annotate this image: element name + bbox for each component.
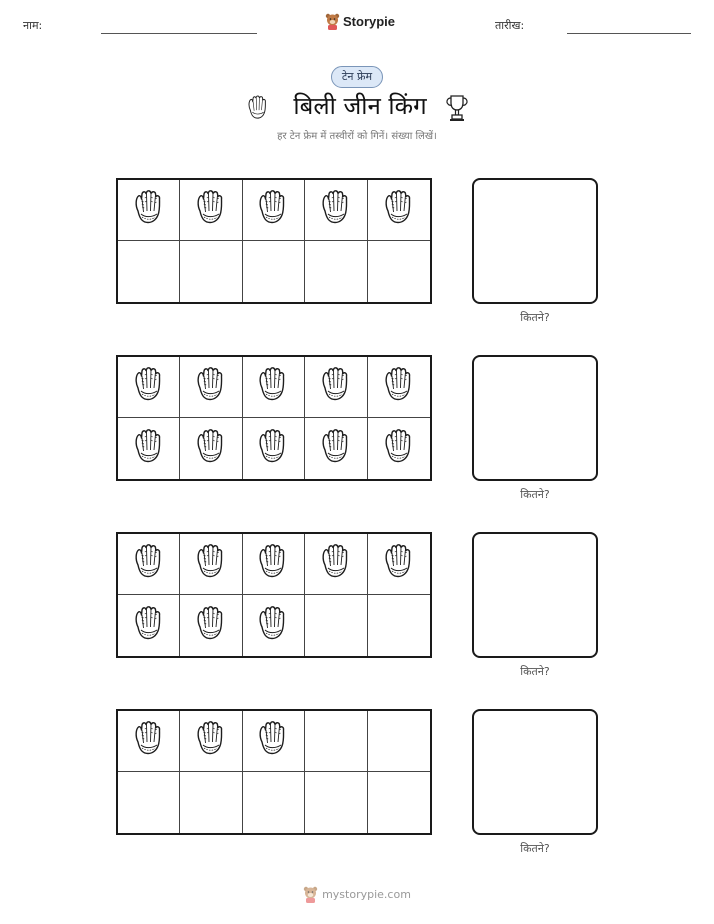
- ten-frame-cell: [180, 595, 242, 656]
- ten-frame-cell: [243, 534, 305, 595]
- baseball-glove-icon: [316, 542, 356, 586]
- ten-frame-cell: [243, 595, 305, 656]
- bear-mascot-icon: [325, 13, 340, 30]
- ten-frame-cell: [305, 772, 367, 833]
- baseball-glove-icon: [316, 188, 356, 232]
- baseball-glove-icon: [379, 188, 419, 232]
- answer-box-1[interactable]: [472, 178, 598, 304]
- answer-label-1: कितने?: [520, 311, 550, 324]
- footer: [0, 886, 714, 903]
- bear-mascot-icon: [303, 886, 318, 903]
- baseball-glove-icon: [253, 719, 293, 763]
- trophy-icon: [444, 93, 470, 127]
- ten-frame-cell: [368, 241, 430, 302]
- ten-frame-cell: [243, 772, 305, 833]
- ten-frame-cell: [180, 418, 242, 479]
- baseball-glove-icon: [191, 427, 231, 471]
- baseball-glove-icon: [316, 365, 356, 409]
- baseball-glove-icon: [253, 542, 293, 586]
- ten-frame-cell: [305, 418, 367, 479]
- date-label: तारीख:: [495, 19, 525, 32]
- ten-frame-cell: [368, 180, 430, 241]
- ten-frame-cell: [305, 180, 367, 241]
- baseball-glove-icon: [129, 604, 169, 648]
- baseball-glove-icon: [129, 542, 169, 586]
- ten-frame-cell: [118, 418, 180, 479]
- baseball-glove-icon: [379, 542, 419, 586]
- ten-frame-4: [116, 709, 432, 835]
- ten-frame-cell: [368, 595, 430, 656]
- date-line[interactable]: [567, 33, 691, 34]
- instructions: हर टेन फ्रेम में तस्वीरों को गिनें। संख्या लिखें।: [277, 131, 437, 142]
- baseball-glove-icon: [191, 188, 231, 232]
- ten-frame-cell: [118, 595, 180, 656]
- baseball-glove-icon: [191, 604, 231, 648]
- baseball-glove-icon: [191, 719, 231, 763]
- ten-frame-cell: [368, 711, 430, 772]
- baseball-glove-icon: [191, 542, 231, 586]
- ten-frame-cell: [243, 241, 305, 302]
- answer-label-4: कितने?: [520, 842, 550, 855]
- ten-frame-cell: [243, 711, 305, 772]
- ten-frame-cell: [305, 357, 367, 418]
- ten-frame-cell: [180, 711, 242, 772]
- ten-frame-cell: [368, 772, 430, 833]
- ten-frame-cell: [118, 241, 180, 302]
- baseball-glove-icon: [191, 365, 231, 409]
- ten-frame-cell: [180, 180, 242, 241]
- ten-frame-cell: [305, 595, 367, 656]
- ten-frame-cell: [368, 534, 430, 595]
- ten-frame-badge: टेन फ्रेम: [331, 66, 383, 88]
- name-line[interactable]: [101, 33, 257, 34]
- brand-logo: [325, 13, 395, 30]
- ten-frame-cell: [118, 772, 180, 833]
- baseball-glove-icon: [253, 604, 293, 648]
- baseball-glove-icon: [379, 365, 419, 409]
- ten-frame-cell: [180, 241, 242, 302]
- ten-frame-cell: [118, 711, 180, 772]
- answer-label-2: कितने?: [520, 488, 550, 501]
- ten-frame-cell: [368, 418, 430, 479]
- ten-frame-cell: [118, 534, 180, 595]
- baseball-glove-icon: [129, 188, 169, 232]
- ten-frame-cell: [305, 534, 367, 595]
- answer-box-2[interactable]: [472, 355, 598, 481]
- ten-frame-3: [116, 532, 432, 658]
- answer-box-4[interactable]: [472, 709, 598, 835]
- ten-frame-cell: [118, 180, 180, 241]
- ten-frame-cell: [180, 772, 242, 833]
- ten-frame-cell: [243, 418, 305, 479]
- name-label: नाम:: [23, 19, 43, 32]
- brand-name: Storypie: [343, 14, 396, 29]
- ten-frame-cell: [180, 534, 242, 595]
- answer-label-3: कितने?: [520, 665, 550, 678]
- ten-frame-cell: [243, 357, 305, 418]
- baseball-glove-icon: [129, 365, 169, 409]
- ten-frame-cell: [243, 180, 305, 241]
- ten-frame-cell: [305, 241, 367, 302]
- page-title: बिली जीन किंग: [293, 92, 427, 120]
- ten-frame-cell: [180, 357, 242, 418]
- baseball-glove-icon: [253, 188, 293, 232]
- answer-box-3[interactable]: [472, 532, 598, 658]
- baseball-glove-icon: [129, 427, 169, 471]
- baseball-glove-icon: [129, 719, 169, 763]
- baseball-glove-icon: [379, 427, 419, 471]
- baseball-glove-icon: [316, 427, 356, 471]
- baseball-glove-icon: [253, 427, 293, 471]
- ten-frame-cell: [118, 357, 180, 418]
- ten-frame-cell: [305, 711, 367, 772]
- ten-frame-1: [116, 178, 432, 304]
- ten-frame-cell: [368, 357, 430, 418]
- ten-frame-2: [116, 355, 432, 481]
- baseball-glove-icon: [253, 365, 293, 409]
- footer-url: mystorypie.com: [322, 888, 411, 901]
